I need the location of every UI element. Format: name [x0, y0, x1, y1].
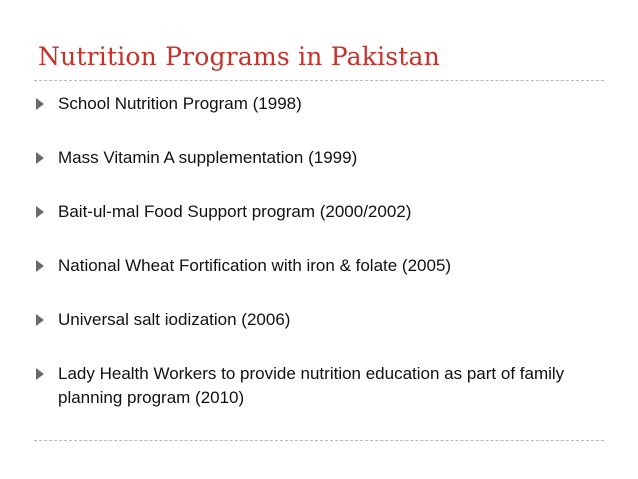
bullet-text: Mass Vitamin A supplementation (1999) — [58, 148, 358, 167]
bullet-text: Universal salt iodization (2006) — [58, 310, 291, 329]
triangle-right-icon — [36, 362, 56, 384]
list-item — [36, 362, 606, 410]
triangle-right-icon — [36, 308, 56, 330]
footer-divider — [34, 440, 604, 441]
triangle-right-icon — [36, 200, 56, 222]
list-item — [36, 146, 606, 170]
triangle-right-icon — [36, 254, 56, 276]
list-item — [36, 308, 606, 332]
triangle-right-icon — [36, 146, 56, 168]
slide-title: Nutrition Programs in Pakistan — [38, 42, 440, 71]
bullet-text: School Nutrition Program (1998) — [58, 94, 302, 113]
bullet-text: National Wheat Fortification with iron & folate (2005) — [58, 256, 452, 275]
list-item — [36, 254, 606, 278]
bullet-text: Lady Health Workers to provide nutrition education as part of family planning program (2010) — [58, 364, 565, 407]
list-item — [36, 200, 606, 224]
bullet-text: Bait-ul-mal Food Support program (2000/2002) — [58, 202, 412, 221]
triangle-right-icon — [36, 92, 56, 114]
list-item — [36, 92, 606, 116]
title-divider — [34, 80, 604, 81]
